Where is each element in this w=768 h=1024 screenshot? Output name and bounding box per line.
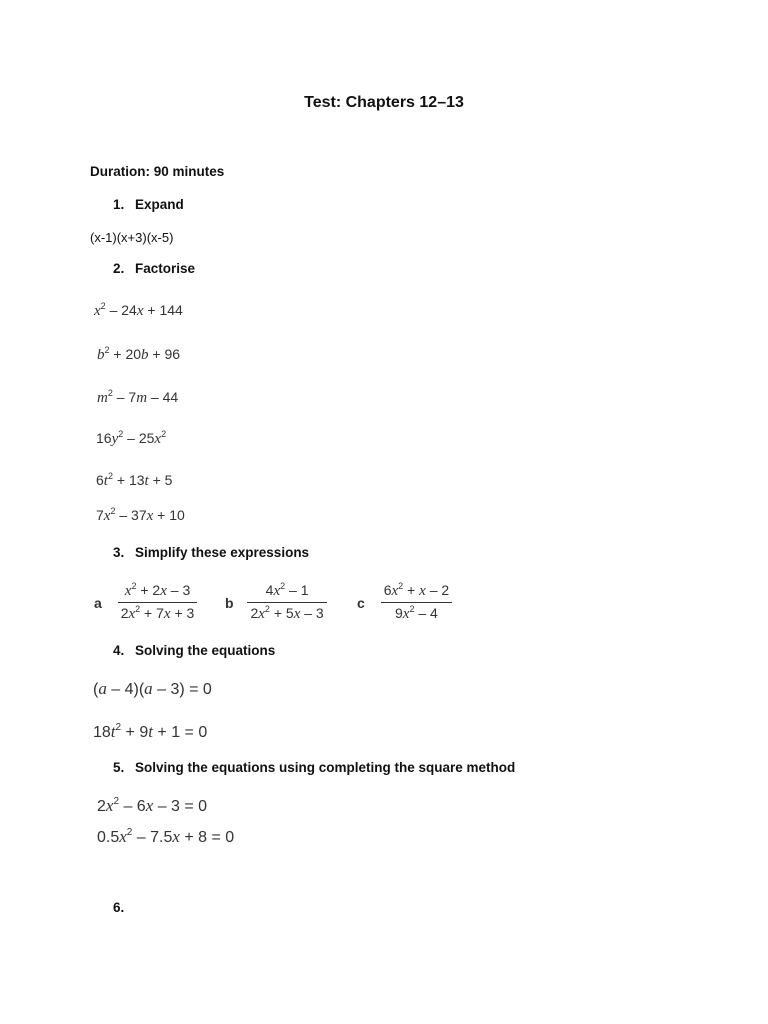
page-title: Test: Chapters 12–13 [304, 94, 464, 111]
equation-2: $18t^2 + 9t + 1 = 0$ [93, 722, 208, 741]
square-method-equation-2: $0.5x^2 - 7.5x + 8 = 0$ [97, 827, 235, 846]
question-number: 6. [113, 900, 125, 915]
factorise-expression-6: $7x^2 - 37x + 10$ [96, 506, 185, 524]
part-letter: c [357, 594, 365, 611]
fraction-b [247, 582, 326, 623]
duration-label: Duration: 90 minutes [90, 164, 225, 179]
part-letter: a [94, 594, 102, 611]
part-letter: b [225, 594, 234, 611]
fraction-numerator: $4x^2 - 1$ [247, 582, 326, 603]
question-number: 4. [113, 643, 125, 658]
question-number: 1. [113, 197, 125, 212]
factorise-expression-1: $x^2 - 24x + 144$ [94, 301, 183, 319]
equation-1: (a – 4)(a – 3) = 0 [93, 679, 212, 698]
factorise-expression-5: $6t^2 + 13t + 5$ [96, 471, 173, 489]
question-number: 2. [113, 261, 125, 276]
factorise-expression-4: $16y^2 - 25x^2$ [96, 429, 167, 447]
question-heading-text: Solving the equations using completing the square method [135, 760, 516, 775]
question-1-heading [113, 197, 184, 212]
question-heading-text: Expand [135, 197, 184, 212]
fraction-c [381, 582, 452, 623]
simplify-part-b [225, 582, 327, 623]
fraction-denominator: $9x^2 - 4$ [395, 604, 438, 622]
fraction-numerator: $x^2 + 2x - 3$ [118, 582, 198, 603]
question-heading-text: Simplify these expressions [135, 545, 310, 560]
question-heading-text: Factorise [135, 261, 196, 276]
expression-expand: (x-1)(x+3)(x-5) [90, 230, 174, 245]
question-6-heading [113, 900, 135, 915]
simplify-part-a [94, 582, 197, 623]
question-4-heading [113, 643, 275, 658]
fraction-denominator: $2x^2 + 7x + 3$ [120, 604, 195, 622]
question-number: 3. [113, 545, 125, 560]
fraction-a [118, 582, 198, 623]
question-heading-text: Solving the equations [135, 643, 276, 658]
question-3-heading [113, 545, 309, 560]
square-method-equation-1: $2x^2 - 6x - 3 = 0$ [97, 796, 208, 815]
question-number: 5. [113, 760, 125, 775]
question-2-heading [113, 261, 195, 276]
simplify-part-c [357, 582, 452, 623]
factorise-expression-2: $b^2 + 20b + 96$ [97, 345, 181, 363]
fraction-numerator: $6x^2 + x - 2$ [381, 582, 452, 603]
fraction-denominator: $2x^2 + 5x - 3$ [250, 604, 324, 622]
factorise-expression-3: $m^2 - 7m - 44$ [97, 388, 179, 406]
question-5-heading [113, 760, 515, 775]
